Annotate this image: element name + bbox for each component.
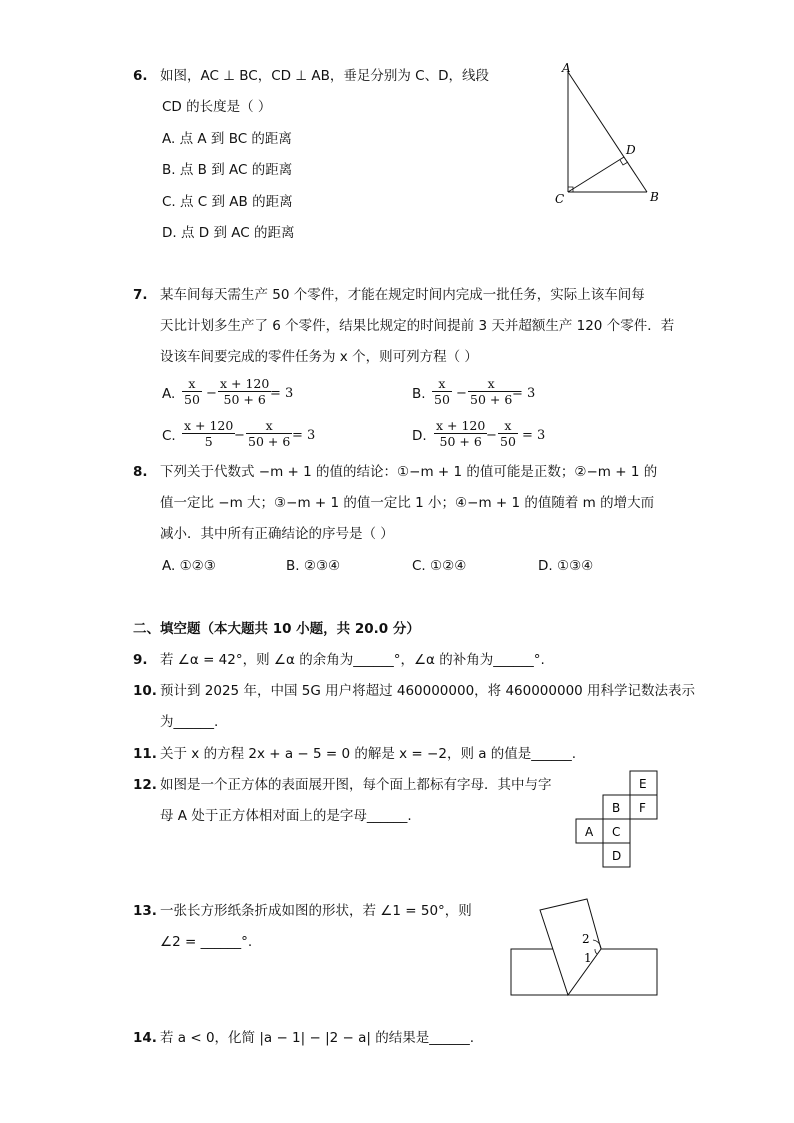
q8-line1: 下列关于代数式 −m + 1 的值的结论：①−m + 1 的值可能是正数；②−m + 1 的 xyxy=(160,464,658,480)
q6-number: 6. xyxy=(133,68,148,84)
q7-a-frac1-num: x xyxy=(188,376,196,391)
q7-a-frac1-den: 50 xyxy=(184,392,200,407)
q7-number: 7. xyxy=(133,287,148,303)
q7-c-frac2 xyxy=(246,418,292,449)
q7-a-frac2-num: x + 120 xyxy=(220,376,270,391)
q10-number: 10. xyxy=(133,683,157,699)
q7-c-rhs: = 3 xyxy=(292,428,316,443)
q7-c-frac1-den: 5 xyxy=(182,433,235,449)
q6-label-a: A xyxy=(562,61,571,75)
q6-option-b: B. 点 B 到 AC 的距离 xyxy=(162,162,293,178)
q13-number: 13. xyxy=(133,903,157,919)
q13-angle-1-label: 1 xyxy=(584,951,592,965)
q9-text: 若 ∠α = 42°，则 ∠α 的余角为______°，∠α 的补角为______°. xyxy=(160,652,545,668)
q7-c-frac1 xyxy=(182,418,235,449)
q10-line2: 为______. xyxy=(160,714,219,730)
q7-c-frac1-num: x + 120 xyxy=(184,418,234,433)
q7-d-op: − xyxy=(486,428,497,443)
q8-line3: 减小．其中所有正确结论的序号是（ ） xyxy=(160,526,394,542)
q7-a-rhs: = 3 xyxy=(270,386,294,401)
q8-number: 8. xyxy=(133,464,148,480)
q8-line2: 值一定比 −m 大；③−m + 1 的值一定比 1 小；④−m + 1 的值随着 m 的增大而 xyxy=(160,495,655,511)
q12-cube-net-figure xyxy=(574,770,664,872)
q7-line1: 某车间每天需生产 50 个零件，才能在规定时间内完成一批任务，实际上该车间每 xyxy=(160,287,645,303)
cube-letter-b: B xyxy=(612,801,621,815)
q7-b-op: − xyxy=(456,386,467,401)
cube-letter-e: E xyxy=(639,777,647,791)
q11-number: 11. xyxy=(133,746,157,762)
q14-number: 14. xyxy=(133,1030,157,1046)
q8-option-d: D. ①③④ xyxy=(538,558,594,574)
q12-line1: 如图是一个正方体的表面展开图，每个面上都标有字母．其中与字 xyxy=(160,777,552,793)
q6-stem-line2: CD 的长度是（ ） xyxy=(162,99,272,115)
q12-line2: 母 A 处于正方体相对面上的是字母______. xyxy=(160,808,412,824)
q12-number: 12. xyxy=(133,777,157,793)
q7-d-frac2-den: 50 xyxy=(500,434,516,449)
q6-triangle-figure xyxy=(548,60,668,210)
q6-label-d: D xyxy=(626,143,636,157)
q7-d-frac2 xyxy=(498,418,518,449)
q6-option-c: C. 点 C 到 AB 的距离 xyxy=(162,194,293,210)
q7-a-frac2-den: 50 + 6 xyxy=(218,391,271,407)
q13-line2: ∠2 = ______°. xyxy=(160,934,253,950)
q8-option-b: B. ②③④ xyxy=(286,558,341,574)
q7-a-op: − xyxy=(206,386,217,401)
cube-letter-f: F xyxy=(639,801,646,815)
q7-b-rhs: = 3 xyxy=(512,386,536,401)
cube-letter-c: C xyxy=(612,825,621,839)
q7-line3: 设该车间要完成的零件任务为 x 个，则可列方程（ ） xyxy=(160,349,478,365)
q7-option-c-letter: C. xyxy=(162,428,176,444)
q7-option-d-letter: D. xyxy=(412,428,427,444)
q7-b-frac1 xyxy=(432,376,452,407)
q13-folded-strip-figure xyxy=(505,893,665,1003)
q7-d-frac1-num: x + 120 xyxy=(436,418,486,433)
q7-b-frac1-den: 50 xyxy=(434,392,450,407)
q6-option-a: A. 点 A 到 BC 的距离 xyxy=(162,131,292,147)
q7-line2: 天比计划多生产了 6 个零件，结果比规定的时间提前 3 天并超额生产 120 个零件．若 xyxy=(160,318,675,334)
q7-b-frac2-num: x xyxy=(487,376,495,391)
q9-number: 9. xyxy=(133,652,148,668)
q7-a-frac1 xyxy=(182,376,202,407)
q10-line1: 预计到 2025 年，中国 5G 用户将超过 460000000，将 460000000 用科学记数法表示 xyxy=(160,683,696,699)
q6-label-c: C xyxy=(555,192,565,206)
q7-d-rhs: = 3 xyxy=(522,428,546,443)
q7-c-op: − xyxy=(234,428,245,443)
cube-letter-d: D xyxy=(612,849,622,863)
q8-option-a: A. ①②③ xyxy=(162,558,216,574)
q13-line1: 一张长方形纸条折成如图的形状，若 ∠1 = 50°，则 xyxy=(160,903,472,919)
q6-option-d: D. 点 D 到 AC 的距离 xyxy=(162,225,295,241)
q11-text: 关于 x 的方程 2x + a − 5 = 0 的解是 x = −2，则 a 的值是______. xyxy=(160,746,577,762)
q7-b-frac1-num: x xyxy=(438,376,446,391)
q7-d-frac2-num: x xyxy=(504,418,512,433)
q7-c-frac2-num: x xyxy=(265,418,273,433)
q7-b-frac2-den: 50 + 6 xyxy=(470,392,513,407)
cube-letter-a: A xyxy=(585,825,594,839)
q13-angle-2-label: 2 xyxy=(582,932,590,946)
q8-option-c: C. ①②④ xyxy=(412,558,467,574)
q7-c-frac2-den: 50 + 6 xyxy=(248,434,291,449)
q7-option-a-letter: A. xyxy=(162,386,176,402)
section-fill-in-heading: 二、填空题（本大题共 10 小题，共 20.0 分） xyxy=(133,621,420,637)
q7-b-frac2 xyxy=(468,376,514,407)
q14-text: 若 a < 0，化简 |a − 1| − |2 − a| 的结果是______. xyxy=(160,1030,475,1046)
q7-a-frac2 xyxy=(218,376,271,407)
q7-option-b-letter: B. xyxy=(412,386,426,402)
q7-d-frac1-den: 50 + 6 xyxy=(434,433,487,449)
q6-label-b: B xyxy=(650,190,659,204)
q6-stem-line1: 如图，AC ⊥ BC，CD ⊥ AB，垂足分别为 C、D，线段 xyxy=(160,68,489,84)
q7-d-frac1 xyxy=(434,418,487,449)
